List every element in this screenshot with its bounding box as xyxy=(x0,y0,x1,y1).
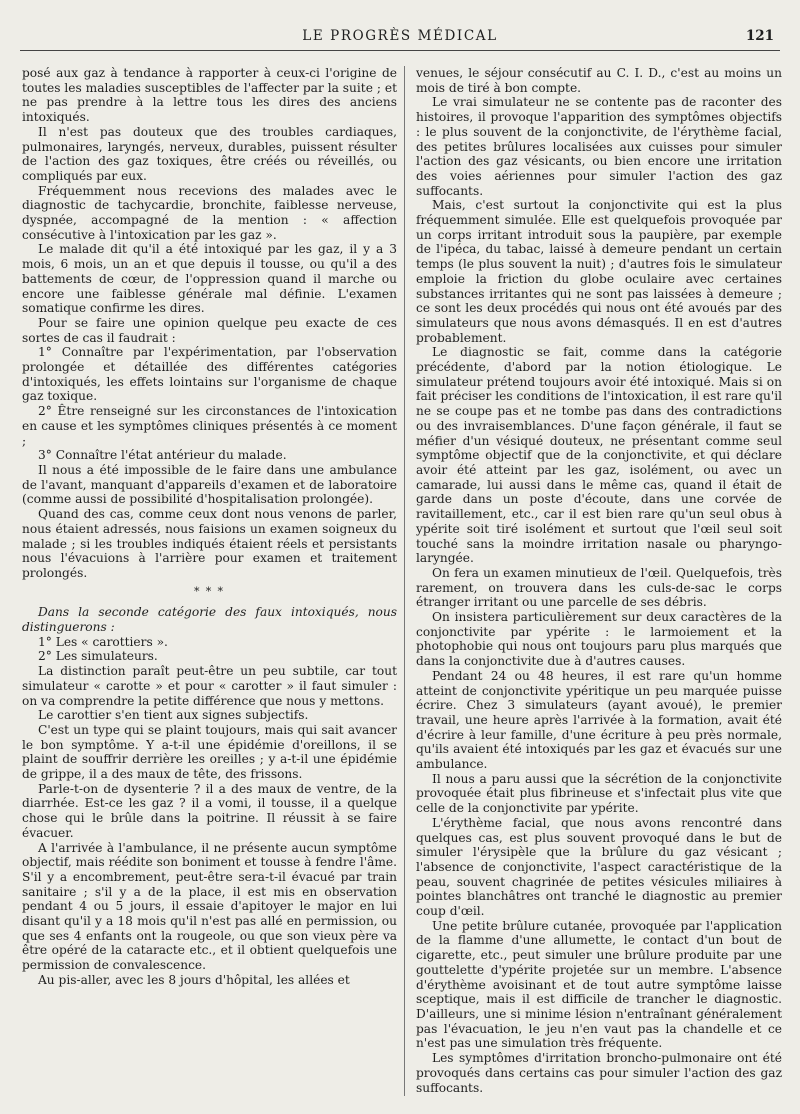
section-divider: * * * xyxy=(194,584,225,598)
list-item: 2° Les simulateurs. xyxy=(38,649,158,664)
page-header xyxy=(20,26,780,48)
paragraph: Le vrai simulateur ne se contente pas de raconter des histoires, il provoque l'apparition des symptômes objectifs : le plus souvent de la conjonctivite, de l'érythème facial, des petites brûlures localisées aux cuisses pour simuler l'action des gaz vésicants, ou bien encore une irritation des voies aériennes pour simuler l'action des gaz suffocants. xyxy=(416,95,782,198)
paragraph: C'est un type qui se plaint toujours, mais qui sait avancer le bon symptôme. Y a-t-il une épidémie d'oreillons, il se plaint de souffrir derrière les oreilles ; y a-t-il une épidémie de grippe, il a des maux de tête, des frissons. xyxy=(22,722,397,782)
paragraph: Il nous a paru aussi que la sécrétion de la conjonctivite provoquée était plus fibrineuse et s'infectait plus vite que celle de la conjonctivite par ypérite. xyxy=(416,771,782,816)
paragraph: On fera un examen minutieux de l'œil. Quelquefois, très rarement, on trouvera dans les culs-de-sac le corps étranger irritant ou une parcelle de ses débris. xyxy=(416,565,782,610)
page-number: 121 xyxy=(745,28,774,44)
column-divider xyxy=(404,66,405,1096)
left-column xyxy=(22,66,397,988)
paragraph: Dans la seconde catégorie des faux intoxiqués, nous distinguerons : xyxy=(22,605,397,635)
paragraph: L'érythème facial, que nous avons rencontré dans quelques cas, est plus souvent provoqué dans le but de simuler l'érysipèle que la brûlure du gaz vésicant ; l'absence de conjonctivite, l'aspect caractéristique de la peau, souvent chagrinée de petites vésicules miliaires à pointes blanchâtres ont tranché le diagnostic au premier coup d'œil. xyxy=(416,815,782,919)
paragraph: Au pis-aller, avec les 8 jours d'hôpital, les allées et xyxy=(38,972,350,987)
paragraph: Parle-t-on de dysenterie ? il a des maux de ventre, de la diarrhée. Est-ce les gaz ? il a vomi, il tousse, il a quelque chose qui le brûle dans la poitrine. Il réussit à se faire évacuer. xyxy=(22,781,397,840)
header-rule xyxy=(20,50,780,51)
running-title: LE PROGRÈS MÉDICAL xyxy=(302,28,498,44)
paragraph: A l'arrivée à l'ambulance, il ne présente aucun symptôme objectif, mais réédite son boniment et tousse à fendre l'âme. S'il y a encombrement, peut-être sera-t-il évacué par train sanitaire ; s'il y a de la place, il est mis en observation pendant 4 ou 5 jours, il essaie d'apitoyer le major en lui disant qu'il y a 18 mois qu'il n'est pas allé en permission, ou que ses 4 enfants ont la rougeole, ou que son vieux père va être opéré de la cataracte etc., et il obtient quelquefois une permission de convalescence. xyxy=(22,840,397,973)
paragraph: Il n'est pas douteux que des troubles cardiaques, pulmonaires, laryngés, nerveux, durables, puissent résulter de l'action des gaz toxiques, être créés ou réveillés, ou compliqués par eux. xyxy=(22,124,397,183)
right-column xyxy=(416,66,782,1095)
paragraph: Une petite brûlure cutanée, provoquée par l'application de la flamme d'une allumette, le contact d'un bout de cigarette, etc., peut simuler une brûlure produite par une gouttelette d'ypérite projetée sur un membre. L'absence d'érythème avoisinant et de tout autre symptôme laisse sceptique, mais il est difficile de trancher le diagnostic. D'ailleurs, une si minime lésion n'entraînant généralement pas l'évacuation, le jeu n'en vaut pas la chandelle et ce n'est pas une simulation très fréquente. xyxy=(416,918,782,1051)
paragraph: Le diagnostic se fait, comme dans la catégorie précédente, d'abord par la notion étiologique. Le simulateur prétend toujours avoir été intoxiqué. Mais si on fait préciser les conditions de l'intoxication, il est rare qu'il ne se coupe pas et ne tombe pas dans des contradictions ou des invraisemblances. D'une façon générale, il faut se méfier d'un vésiqué douteux, ne présentant comme seul symptôme objectif que de la conjonctivite, et qui déclare avoir été atteint par les gaz, isolément, ou avec un camarade, lui aussi dans le même cas, quand il était de garde dans un poste d'écoute, dans une corvée de ravitaillement, etc., car il est bien rare qu'un seul obus à ypérite soit tiré isolément et surtout que l'œil seul soit touché sans la moindre irritation nasale ou pharyngo-laryngée. xyxy=(416,345,782,566)
paragraph: venues, le séjour consécutif au C. I. D., c'est au moins un mois de tiré à bon compte. xyxy=(416,66,782,95)
paragraph: Les symptômes d'irritation broncho-pulmonaire ont été provoqués dans certains cas pour simuler l'action des gaz suffocants. xyxy=(416,1051,782,1095)
paragraph: Il nous a été impossible de le faire dans une ambulance de l'avant, manquant d'appareils d'examen et de laboratoire (comme aussi de possibilité d'hospitalisation prolongée). xyxy=(22,462,397,507)
paragraph: Pendant 24 ou 48 heures, il est rare qu'un homme atteint de conjonctivite ypéritique un peu marquée puisse écrire. Chez 3 simulateurs (ayant avoué), le premier travail, une heure après l'arrivée à la formation, avait été d'écrire à leur famille, d'une écriture à peu près normale, qu'ils avaient été intoxiqués par les gaz et évacués sur une ambulance. xyxy=(416,668,782,772)
paragraph: posé aux gaz à tendance à rapporter à ceux-ci l'origine de toutes les maladies susceptibles de l'affecter par la suite ; et ne pas prendre à la lettre tous les dires des anciens intoxiqués. xyxy=(22,66,397,125)
list-item: 3° Connaître l'état antérieur du malade. xyxy=(38,448,287,463)
paragraph: On insistera particulièrement sur deux caractères de la conjonctivite par ypérite : le larmoiement et la photophobie qui nous ont toujours paru plus marqués que dans la conjonctivite due à d'autres causes. xyxy=(416,610,782,669)
paragraph: Quand des cas, comme ceux dont nous venons de parler, nous étaient adressés, nous faisions un examen soigneux du malade ; si les troubles indiqués étaient réels et persistants nous l'évacuions à l'arrière pour examen et traitement prolongés. xyxy=(22,507,397,580)
list-item: 1° Connaître par l'expérimentation, par l'observation prolongée et détaillée des différentes catégories d'intoxiqués, les effets lointains sur l'organisme de chaque gaz toxique. xyxy=(22,345,397,404)
list-item: 2° Être renseigné sur les circonstances de l'intoxication en cause et les symptômes cliniques présentés à ce moment ; xyxy=(22,404,397,448)
list-item: 1° Les « carottiers ». xyxy=(38,634,168,649)
paragraph: Fréquemment nous recevions des malades avec le diagnostic de tachycardie, bronchite, faiblesse nerveuse, dyspnée, accompagné de la mention : « affection consécutive à l'intoxication par les gaz ». xyxy=(22,183,397,242)
paragraph: Mais, c'est surtout la conjonctivite qui est la plus fréquemment simulée. Elle est quelquefois provoquée par un corps irritant introduit sous la paupière, par exemple de l'ipéca, du tabac, laissé à demeure pendant un certain temps (le plus souvent la nuit) ; d'autres fois le simulateur emploie la friction du globe oculaire avec certaines substances irritantes qui ne sont pas laissées à demeure ; ce sont les deux procédés qui nous ont été avoués par des simulateurs que nous avons démasqués. Il en est d'autres probablement. xyxy=(416,198,782,345)
paragraph: La distinction paraît peut-être un peu subtile, car tout simulateur « carotte » et pour « carotter » il faut simuler : on va comprendre la petite différence que nous y mettons. xyxy=(22,664,397,708)
paragraph: Le carottier s'en tient aux signes subjectifs. xyxy=(38,708,309,723)
paragraph: Le malade dit qu'il a été intoxiqué par les gaz, il y a 3 mois, 6 mois, un an et que depuis il tousse, ou qu'il a des battements de cœur, de l'oppression quand il marche ou encore une faiblesse générale mal définie. L'examen somatique confirme les dires. xyxy=(22,242,397,316)
paragraph: Pour se faire une opinion quelque peu exacte de ces sortes de cas il faudrait : xyxy=(22,315,397,345)
